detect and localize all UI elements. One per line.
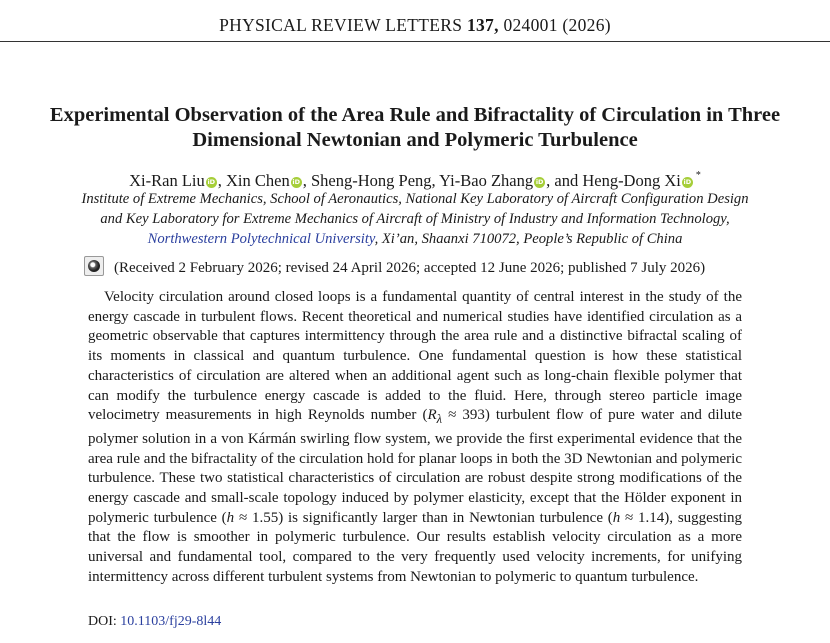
reynolds-value: ≈ 393 <box>442 407 485 424</box>
orcid-icon[interactable]: iD <box>683 178 692 186</box>
journal-pages: 024001 (2026) <box>503 15 611 35</box>
affiliation <box>20 189 810 249</box>
author-name: Xin Chen <box>226 171 290 190</box>
header-rule <box>0 41 830 42</box>
reynolds-symbol: R <box>427 407 437 424</box>
doi-link[interactable]: 10.1103/fj29-8l44 <box>120 614 222 629</box>
received-text: (Received 2 February 2026; revised 24 April 2026; accepted 12 June 2026; published 7 July 2026) <box>114 260 706 276</box>
journal-name: PHYSICAL REVIEW LETTERS <box>219 15 463 35</box>
university-link[interactable]: Northwestern Polytechnical University <box>147 231 375 247</box>
affiliation-location: , Xi’an, Shaanxi 710072, People’s Republic of China <box>374 231 683 247</box>
journal-volume: 137, <box>466 15 499 35</box>
abstract-text: Velocity circulation around closed loops is a fundamental quantity of central interest in the study of the energy cascade in turbulent flows. Recent theoretical and numerical studies have identified circulation as a geometric observable that captures intermittency through the area rule and a distinctive bifractal scaling of its moments in classical and quantum turbulence. One fundamental question is how these statistical characteristics of circulation are altered when an additional agent such as long-chain flexible polymer that can modify the turbulence energy cascade is added to the fluid. Here, through stereo particle image velocimetry measurements in high Reynolds number ( <box>88 289 742 424</box>
holder-polymeric-value: ≈ 1.55 <box>234 509 279 526</box>
author-separator: , <box>217 171 227 190</box>
author-name: Sheng-Hong Peng <box>310 171 432 190</box>
holder-newtonian-value: ≈ 1.14 <box>620 509 665 526</box>
journal-header <box>0 15 830 36</box>
affiliation-line: and Key Laboratory for Extreme Mechanics of Aircraft of Ministry of Industry and Information Technology, <box>100 211 730 227</box>
author-separator: , and <box>546 171 583 190</box>
author-name: Yi-Bao Zhang <box>439 171 534 190</box>
abstract-text: ) turbulent flow of pure water and dilute polymer solution in a von Kármán swirling flow system, we provide the first experimental evidence that the area rule and the bifractality of the circulation hold for planar loops in both the 3D Newtonian and polymeric turbulence. These two statistical characteristics of circulation are robust despite strong modifications of the energy cascade and small-scale topology induced by polymer elasticity, except that the Hölder exponent in polymeric turbulence ( <box>88 407 743 526</box>
orcid-icon[interactable]: iD <box>292 178 301 186</box>
received-dates <box>84 256 705 277</box>
holder-symbol: h <box>612 509 621 526</box>
orcid-icon[interactable]: iD <box>207 178 216 186</box>
abstract-text: ), suggesting that the flow is smoother in polymeric turbulence. Our results establish velocity circulation as a more universal and fundamental tool, compared to the very frequently used velocity increments, for unifying intermittency across different turbulent systems from Newtonian to polymeric to quantum turbulence. <box>88 509 742 585</box>
doi-label: DOI: <box>88 614 121 629</box>
author-separator: , <box>302 171 311 190</box>
author-name: Heng-Dong Xi <box>582 171 681 190</box>
holder-symbol: h <box>226 509 235 526</box>
doi <box>88 614 221 630</box>
check-for-updates-icon[interactable] <box>84 256 104 276</box>
affiliation-line <box>20 229 810 249</box>
corresponding-author-mark[interactable]: * <box>695 170 701 181</box>
author-separator: , <box>431 171 440 190</box>
abstract-text: ) is significantly larger than in Newtonian turbulence ( <box>278 509 613 526</box>
affiliation-line: Institute of Extreme Mechanics, School of Aeronautics, National Key Laboratory of Aircraft Configuration Design <box>81 191 749 207</box>
paper-title: Experimental Observation of the Area Rule and Bifractality of Circulation in Three Dimensional Newtonian and Polymeric Turbulence <box>49 104 781 151</box>
lambda-subscript: λ <box>436 412 443 427</box>
abstract <box>88 288 742 588</box>
author-list <box>0 170 830 191</box>
author-name: Xi-Ran Liu <box>129 171 205 190</box>
orcid-icon[interactable]: iD <box>535 178 544 186</box>
